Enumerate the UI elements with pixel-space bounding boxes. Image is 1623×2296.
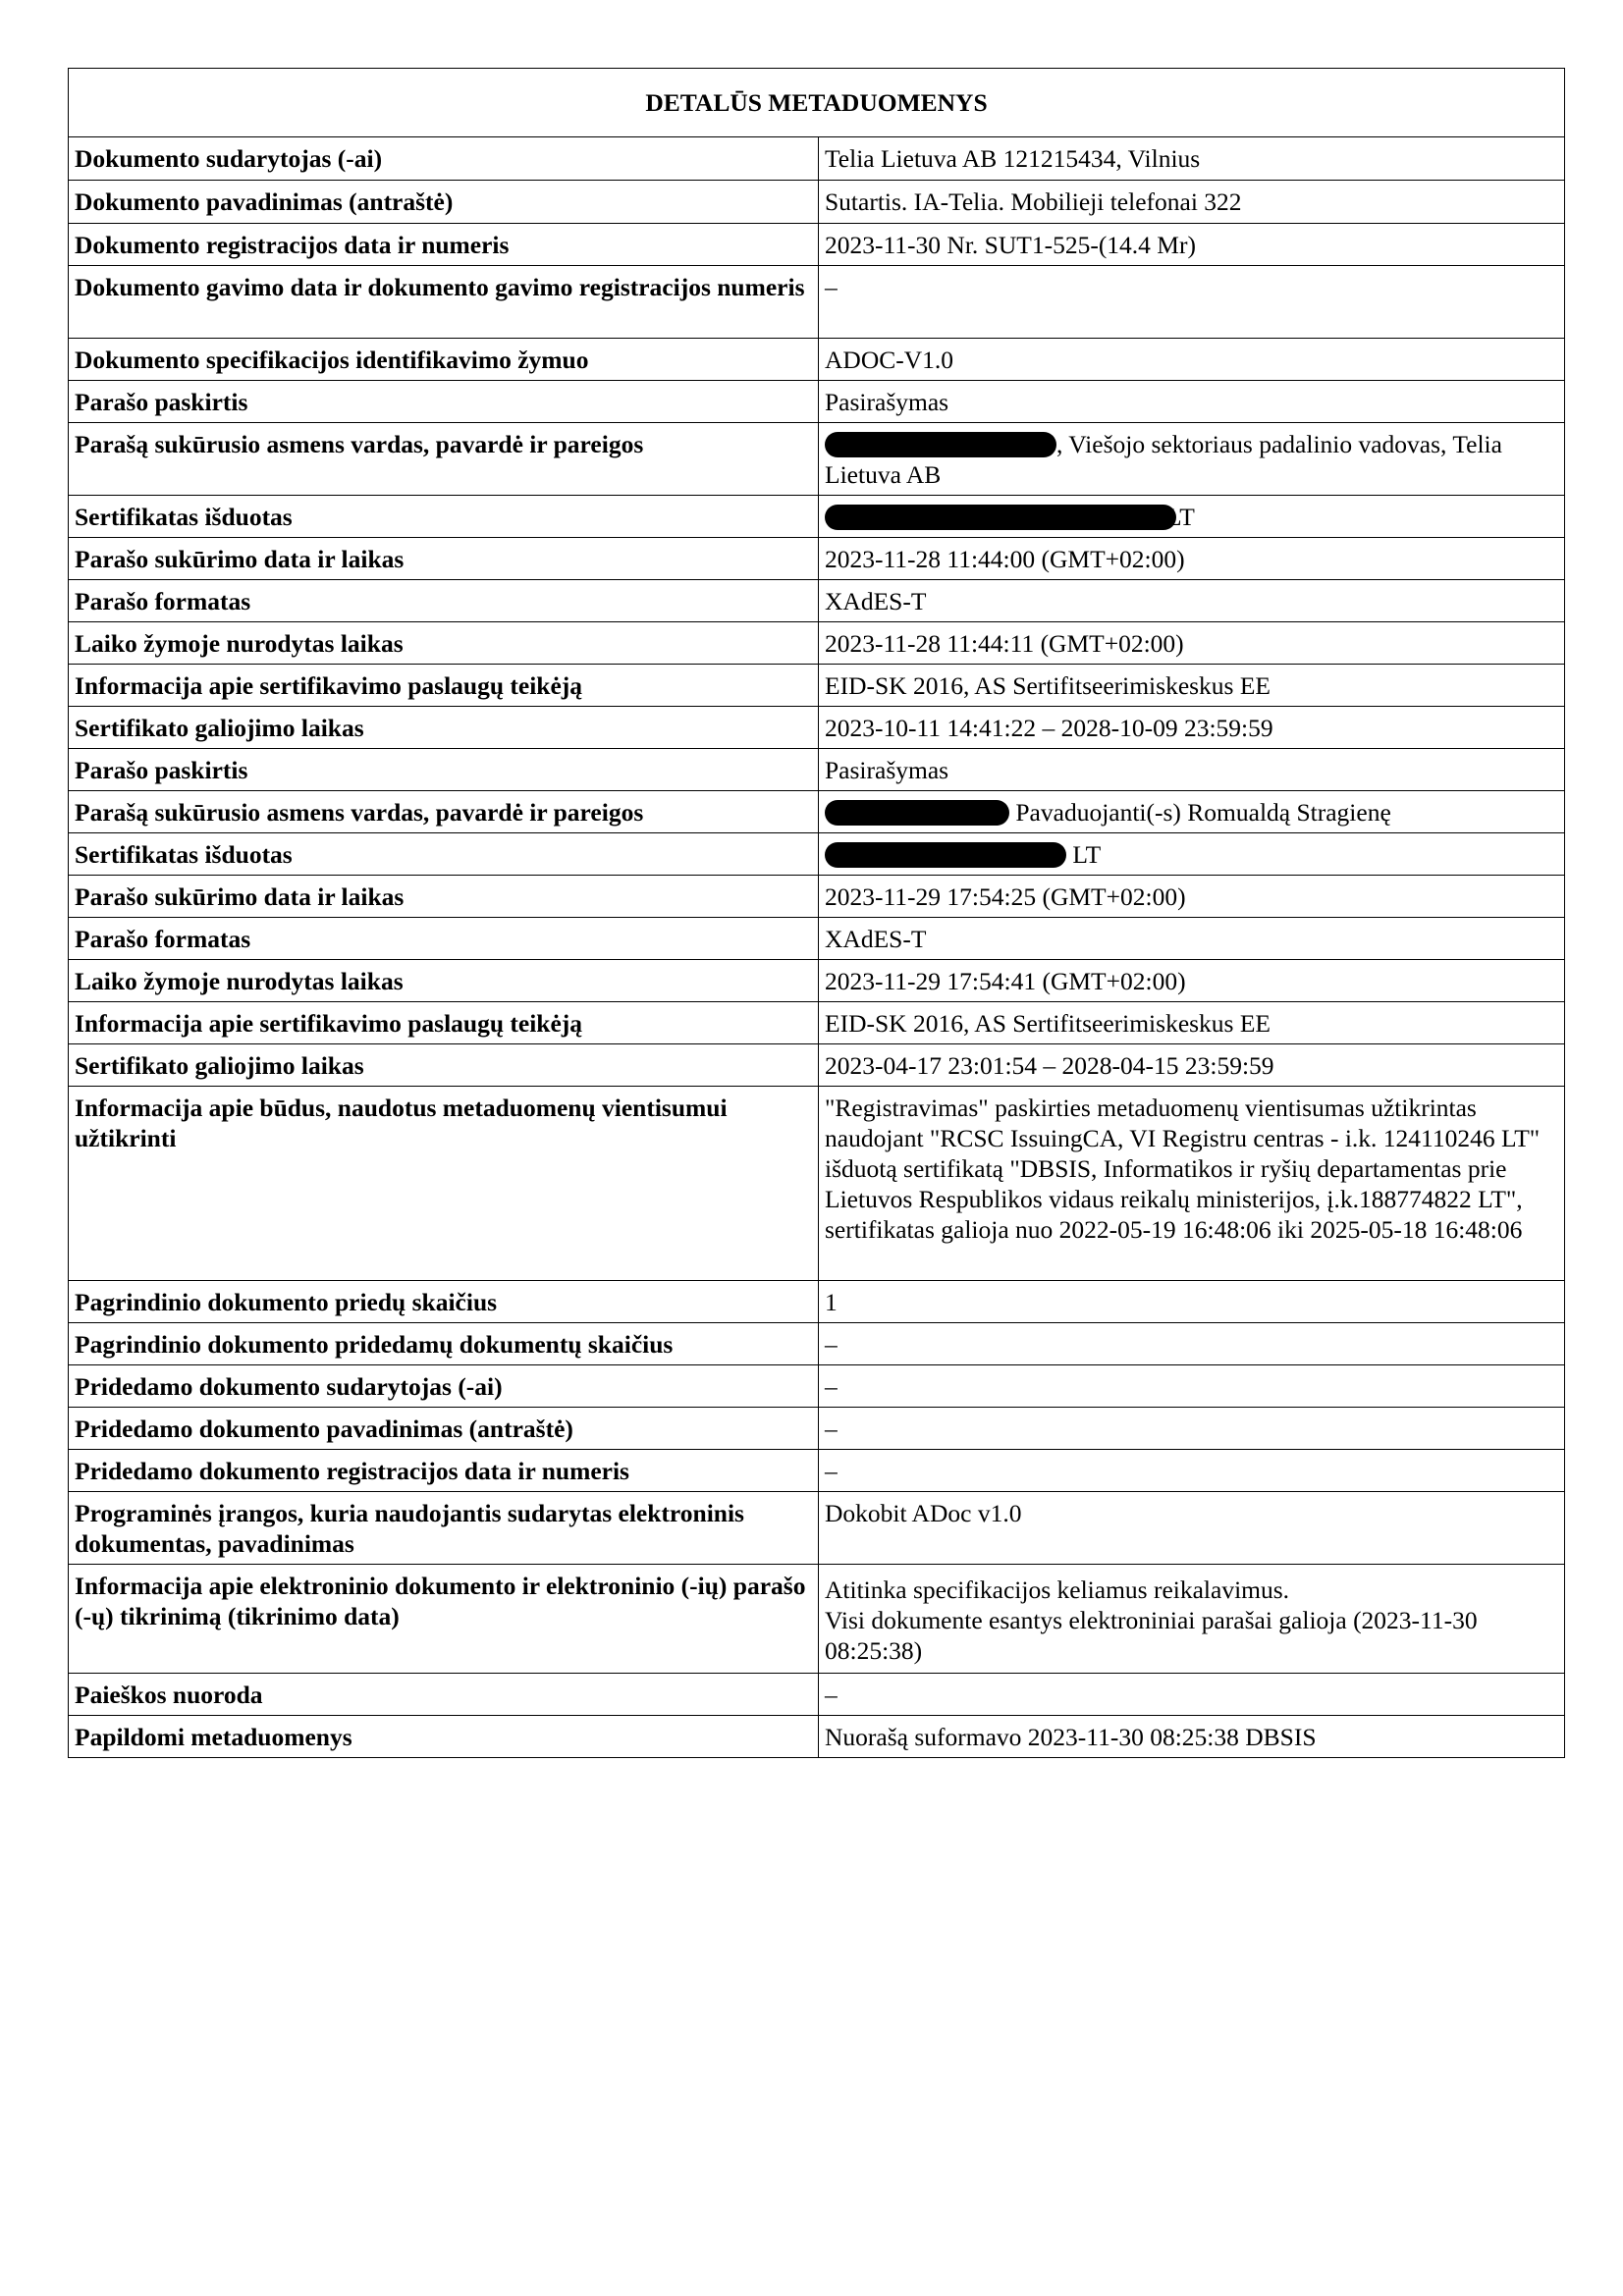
row-label: Parašą sukūrusio asmens vardas, pavardė ir pareigos <box>69 423 819 496</box>
table-row <box>69 181 1565 224</box>
redaction-mark <box>825 505 1176 530</box>
row-label: Informacija apie elektroninio dokumento ir elektroninio (-ių) parašo (-ų) tikrinimą (tikrinimo data) <box>69 1565 819 1674</box>
row-label: Paieškos nuoroda <box>69 1674 819 1716</box>
table-row <box>69 665 1565 707</box>
row-label: Papildomi metaduomenys <box>69 1716 819 1758</box>
row-label: Sertifikato galiojimo laikas <box>69 1044 819 1087</box>
row-label: Parašo formatas <box>69 918 819 960</box>
table-row <box>69 1323 1565 1365</box>
metadata-table <box>68 68 1565 1758</box>
row-value: 2023-11-30 Nr. SUT1-525-(14.4 Mr) <box>819 224 1565 266</box>
row-value: XAdES-T <box>819 918 1565 960</box>
table-row <box>69 833 1565 876</box>
certificate-issuer: LT <box>1166 503 1195 531</box>
row-label: Pridedamo dokumento sudarytojas (-ai) <box>69 1365 819 1408</box>
row-label: Dokumento registracijos data ir numeris <box>69 224 819 266</box>
table-row <box>69 1087 1565 1281</box>
table-row <box>69 266 1565 339</box>
row-value: – <box>819 1323 1565 1365</box>
table-row <box>69 1565 1565 1674</box>
table-row <box>69 749 1565 791</box>
title-row <box>69 69 1565 137</box>
row-label: Dokumento gavimo data ir dokumento gavimo registracijos numeris <box>69 266 819 339</box>
verification-details: Visi dokumente esantys elektroniniai parašai galioja (2023-11-30 08:25:38) <box>825 1606 1478 1665</box>
row-value <box>819 423 1565 496</box>
table-row <box>69 1716 1565 1758</box>
row-value: Pasirašymas <box>819 381 1565 423</box>
table-row <box>69 580 1565 622</box>
table-row <box>69 538 1565 580</box>
row-value <box>819 1565 1565 1674</box>
certificate-issuer: LT <box>1072 840 1102 869</box>
row-value: 2023-11-29 17:54:25 (GMT+02:00) <box>819 876 1565 918</box>
row-value: 1 <box>819 1281 1565 1323</box>
row-value: Nuorašą suformavo 2023-11-30 08:25:38 DBSIS <box>819 1716 1565 1758</box>
document-page <box>68 68 1564 1758</box>
table-row <box>69 960 1565 1002</box>
row-label: Dokumento pavadinimas (antraštė) <box>69 181 819 224</box>
table-row <box>69 1450 1565 1492</box>
row-label: Pridedamo dokumento registracijos data ir numeris <box>69 1450 819 1492</box>
row-label: Dokumento sudarytojas (-ai) <box>69 137 819 181</box>
row-label: Parašo paskirtis <box>69 381 819 423</box>
row-label: Parašo paskirtis <box>69 749 819 791</box>
row-value: ADOC-V1.0 <box>819 339 1565 381</box>
row-value: – <box>819 266 1565 339</box>
table-row <box>69 918 1565 960</box>
redaction-mark <box>825 800 1009 826</box>
row-value: Telia Lietuva AB 121215434, Vilnius <box>819 137 1565 181</box>
table-row <box>69 496 1565 538</box>
row-value <box>819 791 1565 833</box>
table-row <box>69 1044 1565 1087</box>
table-row <box>69 1281 1565 1323</box>
row-label: Informacija apie būdus, naudotus metaduomenų vientisumui užtikrinti <box>69 1087 819 1281</box>
row-label: Parašo sukūrimo data ir laikas <box>69 538 819 580</box>
row-label: Sertifikatas išduotas <box>69 833 819 876</box>
row-value: EID-SK 2016, AS Sertifitseerimiskeskus EE <box>819 1002 1565 1044</box>
redaction-mark <box>825 432 1056 457</box>
table-row <box>69 1492 1565 1565</box>
row-value: EID-SK 2016, AS Sertifitseerimiskeskus EE <box>819 665 1565 707</box>
row-label: Pagrindinio dokumento pridedamų dokumentų skaičius <box>69 1323 819 1365</box>
row-label: Parašą sukūrusio asmens vardas, pavardė ir pareigos <box>69 791 819 833</box>
row-label: Sertifikatas išduotas <box>69 496 819 538</box>
table-row <box>69 791 1565 833</box>
row-label: Pagrindinio dokumento priedų skaičius <box>69 1281 819 1323</box>
row-label: Informacija apie sertifikavimo paslaugų teikėją <box>69 1002 819 1044</box>
row-value: – <box>819 1450 1565 1492</box>
row-value: – <box>819 1365 1565 1408</box>
row-label: Dokumento specifikacijos identifikavimo žymuo <box>69 339 819 381</box>
signer-position: , Viešojo sektoriaus padalinio vadovas, Telia Lietuva AB <box>825 430 1502 489</box>
table-row <box>69 137 1565 181</box>
table-row <box>69 1365 1565 1408</box>
row-label: Laiko žymoje nurodytas laikas <box>69 960 819 1002</box>
row-value: 2023-11-29 17:54:41 (GMT+02:00) <box>819 960 1565 1002</box>
row-value: Sutartis. IA-Telia. Mobilieji telefonai 322 <box>819 181 1565 224</box>
table-row <box>69 1408 1565 1450</box>
row-label: Pridedamo dokumento pavadinimas (antraštė) <box>69 1408 819 1450</box>
row-value: 2023-04-17 23:01:54 – 2028-04-15 23:59:59 <box>819 1044 1565 1087</box>
table-row <box>69 622 1565 665</box>
table-row <box>69 707 1565 749</box>
row-value <box>819 833 1565 876</box>
redaction-mark <box>825 842 1066 868</box>
row-value: – <box>819 1674 1565 1716</box>
verification-result: Atitinka specifikacijos keliamus reikalavimus. <box>825 1575 1290 1604</box>
table-row <box>69 224 1565 266</box>
signer-position: Pavaduojanti(-s) Romualdą Stragienę <box>1015 798 1391 827</box>
table-row <box>69 339 1565 381</box>
table-title: DETALŪS METADUOMENYS <box>69 69 1565 137</box>
row-value <box>819 496 1565 538</box>
row-value: XAdES-T <box>819 580 1565 622</box>
row-label: Parašo sukūrimo data ir laikas <box>69 876 819 918</box>
table-row <box>69 1674 1565 1716</box>
row-label: Laiko žymoje nurodytas laikas <box>69 622 819 665</box>
table-row <box>69 1002 1565 1044</box>
row-label: Informacija apie sertifikavimo paslaugų teikėją <box>69 665 819 707</box>
row-value: 2023-11-28 11:44:11 (GMT+02:00) <box>819 622 1565 665</box>
table-row <box>69 876 1565 918</box>
table-row <box>69 423 1565 496</box>
row-value: 2023-10-11 14:41:22 – 2028-10-09 23:59:59 <box>819 707 1565 749</box>
row-label: Parašo formatas <box>69 580 819 622</box>
row-value: Dokobit ADoc v1.0 <box>819 1492 1565 1565</box>
row-value: Pasirašymas <box>819 749 1565 791</box>
row-value: 2023-11-28 11:44:00 (GMT+02:00) <box>819 538 1565 580</box>
table-row <box>69 381 1565 423</box>
row-label: Programinės įrangos, kuria naudojantis sudarytas elektroninis dokumentas, pavadinimas <box>69 1492 819 1565</box>
row-label: Sertifikato galiojimo laikas <box>69 707 819 749</box>
row-value: "Registravimas" paskirties metaduomenų vientisumas užtikrintas naudojant "RCSC IssuingCA, VI Registru centras - i.k. 124110246 LT" išduotą sertifikatą "DBSIS, Informatikos ir ryšių departamentas prie Lietuvos Respublikos vidaus reikalų ministerijos, į.k.188774822 LT", sertifikatas galioja nuo 2022-05-19 16:48:06 iki 2025-05-18 16:48:06 <box>819 1087 1565 1281</box>
row-value: – <box>819 1408 1565 1450</box>
